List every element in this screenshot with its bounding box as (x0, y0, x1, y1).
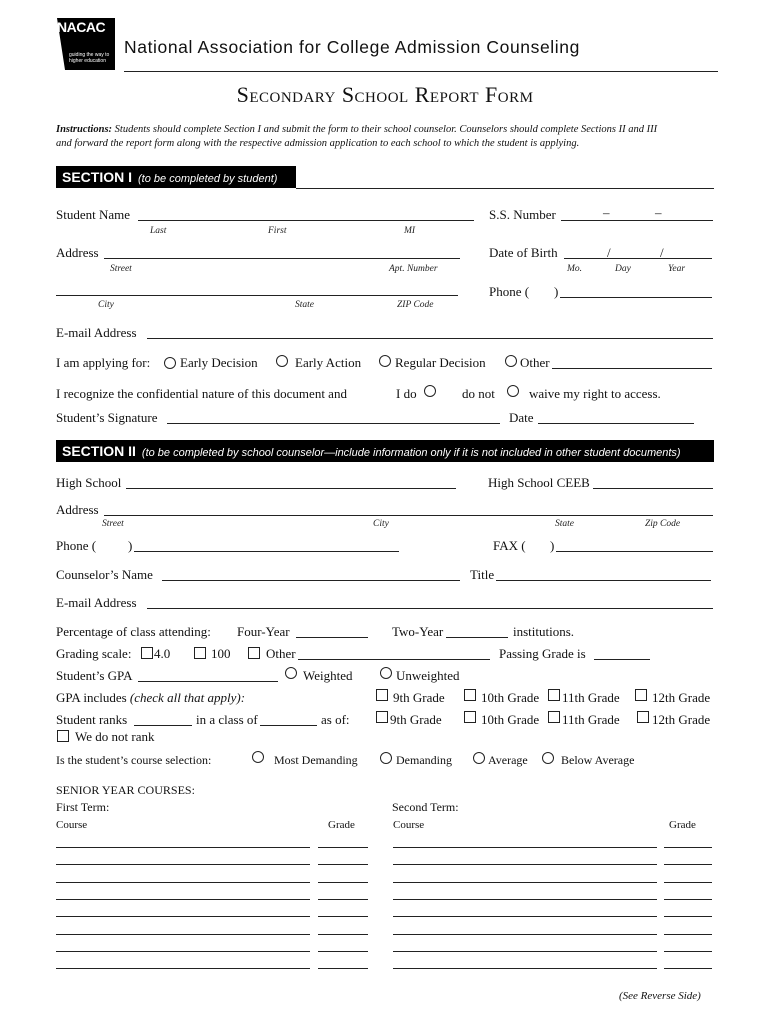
early-decision-radio[interactable] (164, 357, 176, 369)
email-label: E-mail Address (56, 325, 137, 340)
gpa-11th-checkbox[interactable] (548, 689, 560, 701)
rank-12th-label: 12th Grade (652, 712, 711, 727)
check-all-text: (check all that apply): (129, 690, 246, 705)
first-label: First (268, 226, 287, 236)
first-grade-header: Grade (328, 819, 355, 831)
header-rule (124, 71, 718, 72)
second-grade-line[interactable] (664, 899, 712, 900)
gpa-9th-label: 9th Grade (393, 690, 445, 705)
i-do-label: I do (396, 386, 417, 401)
city-label: City (98, 300, 114, 310)
second-grade-line[interactable] (664, 934, 712, 935)
second-grade-line[interactable] (664, 882, 712, 883)
counselor-name-label: Counselor’s Name (56, 567, 153, 582)
counselor-name-field[interactable] (162, 580, 460, 581)
instructions-label: Instructions: (56, 124, 113, 135)
first-course-line[interactable] (56, 882, 310, 883)
in-class-of-label: in a class of (196, 712, 258, 727)
student-ranks-label: Student ranks (56, 712, 128, 727)
section1-title: SECTION I (62, 169, 133, 185)
title-label: Title (470, 567, 495, 582)
percentage-label: Percentage of class attending: (56, 624, 211, 639)
hs-email-label: E-mail Address (56, 595, 137, 610)
last-label: Last (150, 226, 167, 236)
see-reverse-side: (See Reverse Side) (619, 990, 701, 1002)
course-selection-label: Is the student’s course selection: (56, 753, 212, 767)
dob-label: Date of Birth (489, 245, 558, 260)
gpa-12th-checkbox[interactable] (635, 689, 647, 701)
second-course-line[interactable] (393, 951, 657, 952)
rank-10th-label: 10th Grade (481, 712, 540, 727)
hs-state-label: State (555, 519, 574, 529)
gpa-field[interactable] (138, 681, 278, 682)
four-year-label: Four-Year (237, 624, 290, 639)
fax-label: FAX ( (493, 538, 526, 553)
student-name-label: Student Name (56, 207, 131, 222)
signature-label: Student’s Signature (56, 410, 158, 425)
four-year-field[interactable] (296, 637, 368, 638)
ceeb-field[interactable] (593, 488, 713, 489)
do-not-label: do not (462, 386, 495, 401)
no-rank-label: We do not rank (75, 729, 155, 744)
fax-field[interactable] (556, 551, 713, 552)
no-rank-checkbox[interactable] (57, 730, 69, 742)
weighted-label: Weighted (303, 668, 353, 683)
first-course-line[interactable] (56, 916, 310, 917)
average-radio[interactable] (473, 752, 485, 764)
passing-grade-label: Passing Grade is (499, 646, 586, 661)
rank-field[interactable] (134, 725, 192, 726)
second-grade-line[interactable] (664, 916, 712, 917)
hs-address-label: Address (56, 502, 99, 517)
zip-label: ZIP Code (397, 300, 434, 310)
second-grade-line[interactable] (664, 864, 712, 865)
second-term-label: Second Term: (392, 800, 459, 814)
first-grade-line[interactable] (318, 968, 368, 969)
regular-decision-label: Regular Decision (395, 355, 486, 370)
first-term-label: First Term: (56, 800, 110, 814)
scale-other-label: Other (266, 646, 296, 661)
waive-text: waive my right to access. (529, 386, 661, 401)
ss-dash-1: – (603, 205, 610, 220)
recognize-text: I recognize the confidential nature of this document and (56, 386, 347, 401)
gpa-11th-label: 11th Grade (562, 690, 620, 705)
senior-courses-label: SENIOR YEAR COURSES: (56, 783, 195, 797)
hs-city-label: City (373, 519, 389, 529)
first-grade-line[interactable] (318, 864, 368, 865)
dob-slash-2: / (660, 245, 664, 260)
ss-number-field[interactable] (561, 220, 713, 221)
second-grade-header: Grade (669, 819, 696, 831)
rank-12th-checkbox[interactable] (637, 711, 649, 723)
early-action-radio[interactable] (276, 355, 288, 367)
scale-other-field[interactable] (298, 659, 490, 660)
scale-100-label: 100 (211, 646, 231, 661)
section1-rule (296, 188, 714, 189)
unweighted-radio[interactable] (380, 667, 392, 679)
address-label: Address (56, 245, 99, 260)
applying-for-label: I am applying for: (56, 355, 151, 370)
other-field[interactable] (552, 368, 712, 369)
section2-header (56, 440, 714, 462)
second-grade-line[interactable] (664, 968, 712, 969)
institutions-label: institutions. (513, 624, 575, 639)
gpa-label: Student’s GPA (56, 668, 133, 683)
below-average-radio[interactable] (542, 752, 554, 764)
hs-phone-label: Phone ( (56, 538, 97, 553)
ceeb-label: High School CEEB (488, 475, 590, 490)
first-grade-line[interactable] (318, 916, 368, 917)
email-field[interactable] (147, 338, 713, 339)
first-course-line[interactable] (56, 934, 310, 935)
scale-4-checkbox[interactable] (141, 647, 153, 659)
phone-label: Phone ( (489, 284, 530, 299)
address-field[interactable] (104, 258, 460, 259)
first-course-line[interactable] (56, 847, 310, 848)
two-year-field[interactable] (446, 637, 508, 638)
second-course-line[interactable] (393, 899, 657, 900)
dob-field[interactable] (564, 258, 712, 259)
second-grade-line[interactable] (664, 951, 712, 952)
gpa-includes-text: GPA includes (56, 690, 127, 705)
hs-phone-field[interactable] (134, 551, 399, 552)
logo-text: NACAC (57, 19, 106, 35)
most-demanding-radio[interactable] (252, 751, 264, 763)
org-name: National Association for College Admission Counseling (124, 37, 580, 57)
gpa-10th-label: 10th Grade (481, 690, 540, 705)
second-course-line[interactable] (393, 934, 657, 935)
most-demanding-label: Most Demanding (274, 753, 358, 767)
street-label: Street (110, 264, 132, 274)
unweighted-label: Unweighted (396, 668, 460, 683)
early-action-label: Early Action (295, 355, 362, 370)
high-school-field[interactable] (126, 488, 456, 489)
instructions-text1: Students should complete Section I and submit the form to their school counselor. Counselors should complete Sections II and III (114, 124, 658, 135)
early-decision-label: Early Decision (180, 355, 258, 370)
date-field[interactable] (538, 423, 694, 424)
high-school-label: High School (56, 475, 122, 490)
scale-4-label: 4.0 (154, 646, 171, 661)
signature-field[interactable] (167, 423, 500, 424)
city-field[interactable] (56, 295, 458, 296)
hs-phone-paren: ) (128, 538, 133, 553)
second-course-line[interactable] (393, 864, 657, 865)
regular-decision-radio[interactable] (379, 355, 391, 367)
hs-street-label: Street (102, 519, 124, 529)
class-size-field[interactable] (260, 725, 317, 726)
first-grade-line[interactable] (318, 882, 368, 883)
first-course-line[interactable] (56, 968, 310, 969)
year-label: Year (668, 264, 686, 274)
instructions-text2: and forward the report form along with the respective admission application to each school to which the student is applying. (56, 138, 580, 149)
grading-scale-label: Grading scale: (56, 646, 132, 661)
hs-zip-label: Zip Code (645, 519, 681, 529)
hs-email-field[interactable] (147, 608, 713, 609)
first-grade-line[interactable] (318, 847, 368, 848)
title-field[interactable] (496, 580, 711, 581)
instructions-line2 (56, 138, 579, 149)
mo-label: Mo. (567, 264, 583, 274)
second-course-line[interactable] (393, 847, 657, 848)
gpa-10th-checkbox[interactable] (464, 689, 476, 701)
weighted-radio[interactable] (285, 667, 297, 679)
rank-10th-checkbox[interactable] (464, 711, 476, 723)
two-year-label: Two-Year (392, 624, 444, 639)
section1-subtitle: (to be completed by student) (138, 173, 278, 185)
i-do-radio[interactable] (424, 385, 436, 397)
fax-paren: ) (550, 538, 555, 553)
first-grade-line[interactable] (318, 934, 368, 935)
state-label: State (295, 300, 314, 310)
as-of-label: as of: (321, 712, 350, 727)
passing-grade-field[interactable] (594, 659, 650, 660)
gpa-9th-checkbox[interactable] (376, 689, 388, 701)
below-average-label: Below Average (561, 753, 635, 767)
second-course-line[interactable] (393, 882, 657, 883)
do-not-radio[interactable] (507, 385, 519, 397)
rank-9th-checkbox[interactable] (376, 711, 388, 723)
first-grade-line[interactable] (318, 951, 368, 952)
apt-label: Apt. Number (389, 264, 438, 274)
second-course-line[interactable] (393, 968, 657, 969)
section2-title: SECTION II (62, 443, 136, 459)
demanding-label: Demanding (396, 753, 452, 767)
scale-other-checkbox[interactable] (248, 647, 260, 659)
other-label: Other (520, 355, 550, 370)
first-grade-line[interactable] (318, 899, 368, 900)
dob-slash-1: / (607, 245, 611, 260)
second-course-line[interactable] (393, 916, 657, 917)
gpa-12th-label: 12th Grade (652, 690, 711, 705)
rank-9th-label: 9th Grade (390, 712, 442, 727)
phone-field[interactable] (560, 297, 712, 298)
hs-address-field[interactable] (104, 515, 713, 516)
ss-number-label: S.S. Number (489, 207, 556, 222)
first-course-header: Course (56, 819, 88, 831)
second-course-header: Course (393, 819, 425, 831)
rank-11th-label: 11th Grade (562, 712, 620, 727)
average-label: Average (488, 753, 528, 767)
ss-dash-2: – (655, 205, 662, 220)
section2-subtitle: (to be completed by school counselor—include information only if it is not included in other student documents) (141, 447, 681, 459)
student-name-field[interactable] (138, 220, 474, 221)
nacac-logo (57, 18, 115, 70)
mi-label: MI (404, 226, 416, 236)
logo-tagline: guiding the way to higher education (69, 52, 110, 64)
second-grade-line[interactable] (664, 847, 712, 848)
section1-header (56, 166, 296, 188)
phone-paren: ) (554, 284, 559, 299)
form-title: Secondary School Report Form (236, 82, 534, 107)
date-label: Date (509, 410, 534, 425)
gpa-includes-label (56, 690, 245, 706)
day-label: Day (615, 264, 631, 274)
rank-11th-checkbox[interactable] (548, 711, 560, 723)
first-course-line[interactable] (56, 951, 310, 952)
scale-100-checkbox[interactable] (194, 647, 206, 659)
other-radio[interactable] (505, 355, 517, 367)
first-course-line[interactable] (56, 899, 310, 900)
demanding-radio[interactable] (380, 752, 392, 764)
instructions-line1 (56, 124, 657, 135)
first-course-line[interactable] (56, 864, 310, 865)
